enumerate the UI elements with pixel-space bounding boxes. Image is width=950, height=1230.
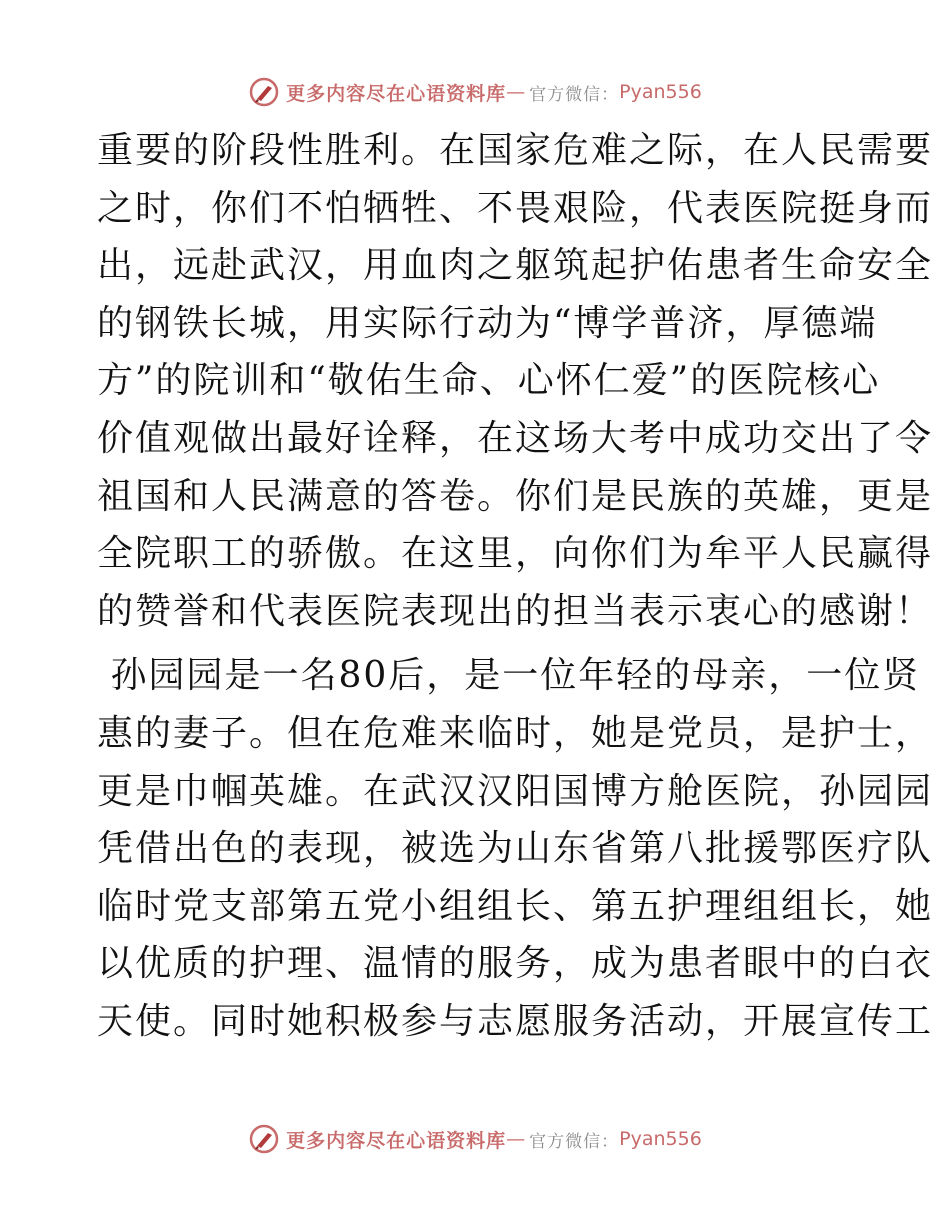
footer-wechat-id: Pyan556 — [619, 1128, 702, 1150]
text-line: 之时，你们不怕牺牲、不畏艰险，代表医院挺身而 — [97, 187, 934, 229]
text-line: 的赞誉和代表医院表现出的担当表示衷心的感谢！ — [97, 590, 934, 632]
header-wechat-id: Pyan556 — [619, 81, 702, 103]
text-line: 方”的院训和“敬佑生命、心怀仁爱”的医院核心 — [97, 360, 881, 402]
header-banner — [0, 72, 950, 112]
paragraph-gap — [97, 640, 857, 647]
footer-wechat-label: 官方微信： — [529, 1131, 620, 1152]
footer-dash: — — [506, 1128, 526, 1150]
text-line: 祖国和人民满意的答卷。你们是民族的英雄，更是 — [97, 475, 934, 517]
text-line: 出，远赴武汉，用血肉之躯筑起护佑患者生命安全 — [97, 245, 934, 287]
footer-banner — [0, 1119, 950, 1159]
footer-title: 更多内容尽在心语资料库 — [286, 1129, 507, 1152]
document-body — [97, 122, 934, 1051]
text-line: 重要的阶段性胜利。在国家危难之际，在人民需要 — [97, 130, 934, 171]
text-line: 凭借出色的表现，被选为山东省第八批援鄂医疗队 — [97, 828, 934, 870]
paragraph-2 — [97, 647, 934, 1050]
text-line: 惠的妻子。但在危难来临时，她是党员，是护士， — [97, 712, 934, 754]
pen-logo-icon — [248, 76, 280, 108]
pen-logo-icon — [248, 1123, 280, 1155]
header-dash: — — [506, 81, 526, 103]
header-wechat-label: 官方微信： — [529, 84, 620, 105]
text-line: 全院职工的骄傲。在这里，向你们为牟平人民赢得 — [97, 533, 934, 575]
text-line: 以优质的护理、温情的服务，成为患者眼中的白衣 — [97, 943, 934, 985]
text-line: 的钢铁长城，用实际行动为“博学普济，厚德端 — [97, 302, 878, 344]
text-line: 价值观做出最好诠释，在这场大考中成功交出了令 — [97, 417, 934, 459]
text-line: 更是巾帼英雄。在武汉汉阳国博方舱医院，孙园园 — [97, 770, 934, 812]
header-title: 更多内容尽在心语资料库 — [286, 82, 507, 105]
text-line: 孙园园是一名80后，是一位年轻的母亲，一位贤 — [97, 655, 921, 697]
text-line: 天使。同时她积极参与志愿服务活动，开展宣传工 — [97, 1000, 934, 1042]
text-line: 临时党支部第五党小组组长、第五护理组组长，她 — [97, 885, 934, 927]
paragraph-1 — [97, 122, 934, 640]
